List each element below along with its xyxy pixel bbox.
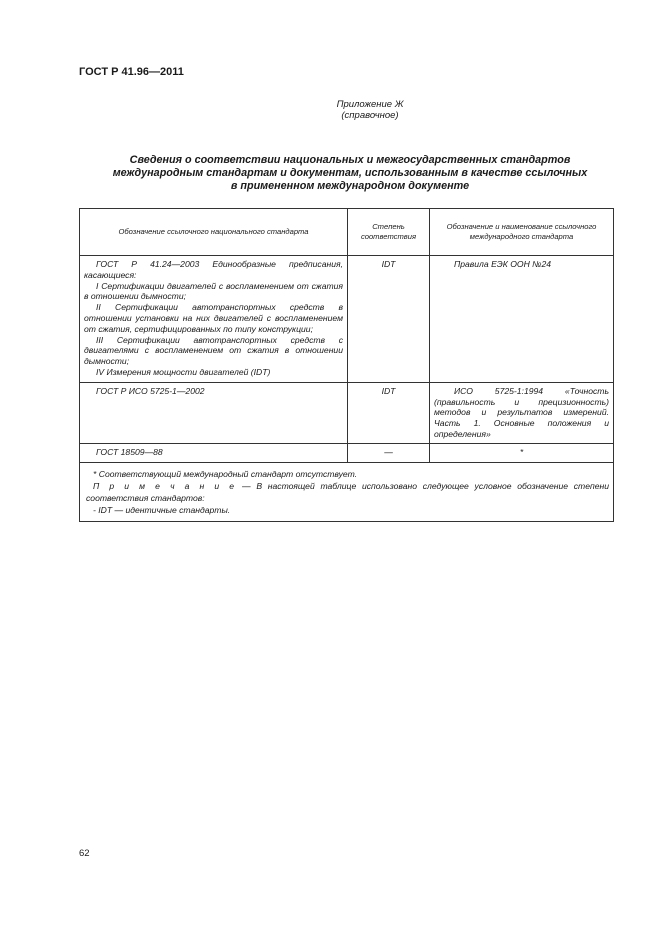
international-standard-cell <box>430 382 614 443</box>
international-standard-text: ИСО 5725-1:1994 «Точность (правильность и прецизионность) методов и результатов измерений. Часть 1. Основные положения и определения» <box>434 385 609 439</box>
national-standard-text: II Сертификации автотранспортных средств в отношении установки на них двигателей с воспламенением от сжатия, сертифицированных по типу конструкции; <box>84 302 343 334</box>
note <box>86 480 609 505</box>
national-standard-text: I Сертификации двигателей с воспламенением от сжатия в отношении дымности; <box>84 280 343 302</box>
national-standard-text: ГОСТ Р ИСО 5725-1—2002 <box>96 385 205 396</box>
degree-cell: IDT <box>348 256 430 383</box>
national-standard-cell <box>80 382 348 443</box>
national-standard-text: ГОСТ 18509—88 <box>96 446 163 457</box>
note-item: - IDT — идентичные стандарты. <box>93 505 231 516</box>
table-row <box>80 256 614 383</box>
table-row <box>80 443 614 462</box>
table-row <box>80 382 614 443</box>
heading-line-2: международным стандартам и документам, использованным в качестве ссылочных <box>112 167 588 179</box>
column-header-degree: Степень соответствия <box>348 209 430 256</box>
document-id: ГОСТ Р 41.96—2011 <box>79 66 184 78</box>
international-standard-text: Правила ЕЭК ООН №24 <box>454 259 552 269</box>
national-standard-text: III Сертификации автотранспортных средств с двигателями с воспламенением от сжатия в отношении дымности; <box>84 334 343 367</box>
column-header-international: Обозначение и наименование ссылочного международного стандарта <box>430 209 614 256</box>
reference-table <box>79 208 614 522</box>
note-label: П р и м е ч а н и е <box>93 480 237 491</box>
national-standard-text: ГОСТ Р 41.24—2003 Единообразные предписания, касающиеся: <box>84 259 343 280</box>
table-notes-cell <box>80 462 614 521</box>
degree-cell: — <box>348 443 430 462</box>
heading-line-1: Сведения о соответствии национальных и межгосударственных стандартов <box>129 154 571 166</box>
annex-title: Приложение Ж <box>336 99 404 110</box>
table-header-row <box>80 209 614 256</box>
national-standard-text: IV Измерения мощности двигателей (IDT) <box>96 366 271 377</box>
degree-cell: IDT <box>348 382 430 443</box>
annex-subtitle: (справочное) <box>341 110 399 121</box>
national-standard-cell <box>80 443 348 462</box>
page-number: 62 <box>79 848 90 859</box>
international-standard-cell: * <box>430 443 614 462</box>
note-text: — В настоящей таблице использовано следующее условное обозначение степени соответствия стандартов: <box>86 480 609 504</box>
column-header-national: Обозначение ссылочного национального стандарта <box>80 209 348 256</box>
national-standard-cell <box>80 256 348 383</box>
footnote: * Соответствующий международный стандарт отсутствует. <box>93 468 358 479</box>
heading-line-3: в примененном международном документе <box>230 180 470 192</box>
table-notes-row <box>80 462 614 521</box>
international-standard-cell <box>430 256 614 383</box>
section-heading <box>95 154 605 193</box>
